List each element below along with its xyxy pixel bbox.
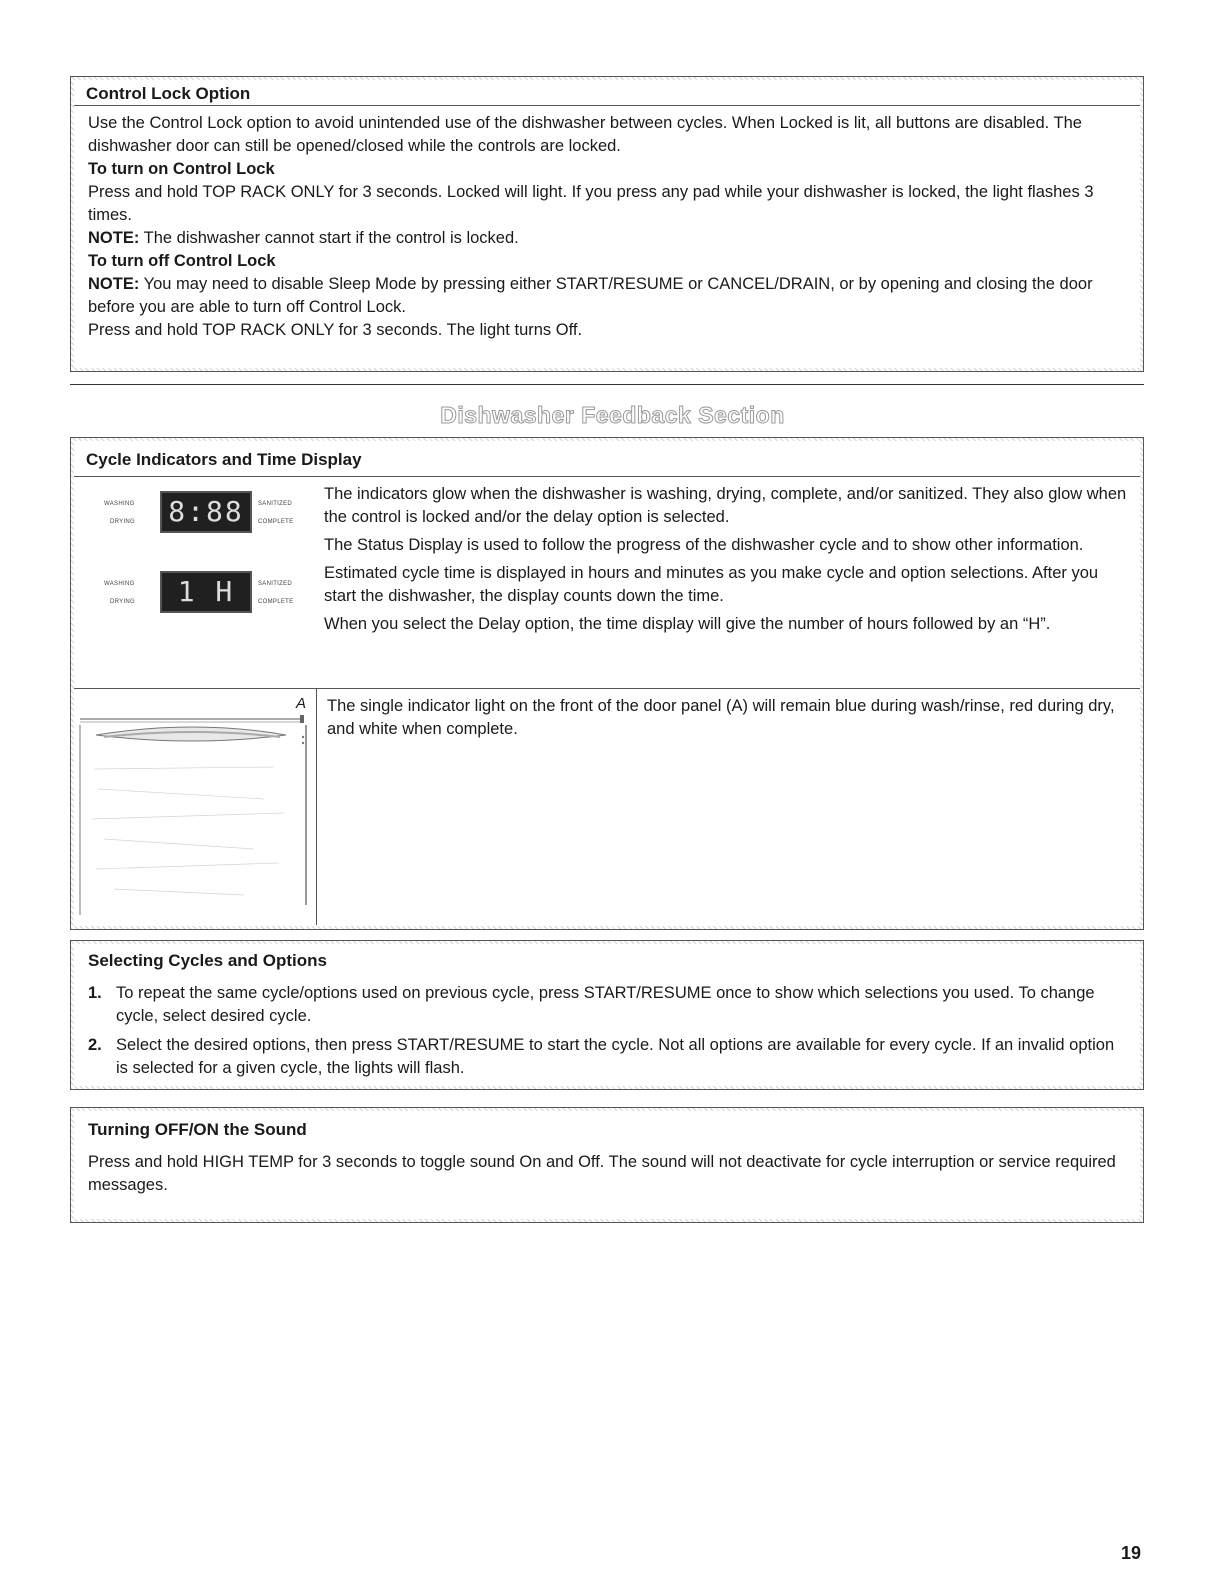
feedback-section-heading: Dishwasher Feedback Section	[440, 402, 785, 428]
note-2	[88, 273, 1126, 319]
indicators-text: The indicators glow when the dishwasher is washing, drying, complete, and/or sanitized. They also glow when the control is locked and/or the delay option is selected.	[324, 485, 1127, 526]
note-2-text: You may need to disable Sleep Mode by pressing either START/RESUME or CANCEL/DRAIN, or by opening and closing the door before you are able to turn off Control Lock.	[88, 275, 1093, 316]
sanitized-label: SANITIZED	[258, 581, 293, 587]
note-1-text: The dishwasher cannot start if the control is locked.	[139, 229, 519, 247]
note-2-label: NOTE:	[88, 275, 140, 293]
complete-label: COMPLETE	[258, 519, 294, 525]
time-display: 8:88	[160, 491, 252, 533]
list-item	[88, 982, 1126, 1028]
selecting-box	[70, 940, 1144, 1090]
control-lock-box	[70, 76, 1144, 372]
status-panel-2	[88, 571, 294, 611]
sound-title: Turning OFF/ON the Sound	[88, 1120, 307, 1139]
sanitized-label: SANITIZED	[258, 501, 293, 507]
list-item-number: 2.	[88, 1036, 102, 1054]
status-display-text: The Status Display is used to follow the progress of the dishwasher cycle and to show other information.	[324, 536, 1084, 554]
control-lock-intro: Use the Control Lock option to avoid unintended use of the dishwasher between cycles. When Locked is lit, all buttons are disabled. The dishwasher door can still be opened/closed while the controls are locked.	[88, 114, 1082, 155]
estimated-time-text: Estimated cycle time is displayed in hours and minutes as you make cycle and option selections. After you start the dishwasher, the display counts down the time.	[324, 564, 1099, 605]
note-1	[88, 227, 1126, 250]
delay-text: When you select the Delay option, the time display will give the number of hours followed by an “H”.	[324, 615, 1051, 633]
status-panel-1	[88, 491, 294, 531]
delay-display: 1 H	[160, 571, 252, 613]
list-item-number: 1.	[88, 984, 102, 1002]
drying-label: DRYING	[110, 519, 136, 525]
turn-on-heading: To turn on Control Lock	[88, 160, 275, 178]
turn-on-text: Press and hold TOP RACK ONLY for 3 seconds. Locked will light. If you press any pad while your dishwasher is locked, the light flashes 3 times.	[88, 183, 1094, 224]
door-label-a: A	[296, 695, 307, 712]
cycle-indicators-title: Cycle Indicators and Time Display	[74, 441, 1140, 477]
turn-off-heading: To turn off Control Lock	[88, 252, 276, 270]
washing-label: WASHING	[104, 501, 135, 507]
drying-label: DRYING	[110, 599, 136, 605]
selecting-title: Selecting Cycles and Options	[88, 951, 328, 970]
door-light-text: The single indicator light on the front of the door panel (A) will remain blue during wash/rinse, red during dry, and white when complete.	[327, 697, 1115, 738]
list-item-text: To repeat the same cycle/options used on previous cycle, press START/RESUME once to show which selections you used. To change cycle, select desired cycle.	[116, 984, 1095, 1025]
list-item	[88, 1034, 1126, 1080]
cycle-indicators-box	[70, 437, 1144, 930]
sound-box	[70, 1107, 1144, 1223]
section-divider	[70, 384, 1144, 385]
page-number: 19	[1120, 1543, 1141, 1563]
sound-text: Press and hold HIGH TEMP for 3 seconds to toggle sound On and Off. The sound will not deactivate for cycle interruption or service required messages.	[88, 1153, 1116, 1194]
washing-label: WASHING	[104, 581, 135, 587]
note-1-label: NOTE:	[88, 229, 140, 247]
door-illustration	[74, 689, 317, 925]
selecting-list	[88, 982, 1126, 1080]
control-lock-title: Control Lock Option	[74, 80, 1140, 106]
dishwasher-door-icon	[74, 689, 316, 925]
complete-label: COMPLETE	[258, 599, 294, 605]
list-item-text: Select the desired options, then press START/RESUME to start the cycle. Not all options are available for every cycle. If an invalid option is selected for a given cycle, the lights will flash.	[116, 1036, 1115, 1077]
turn-off-text: Press and hold TOP RACK ONLY for 3 seconds. The light turns Off.	[88, 321, 583, 339]
